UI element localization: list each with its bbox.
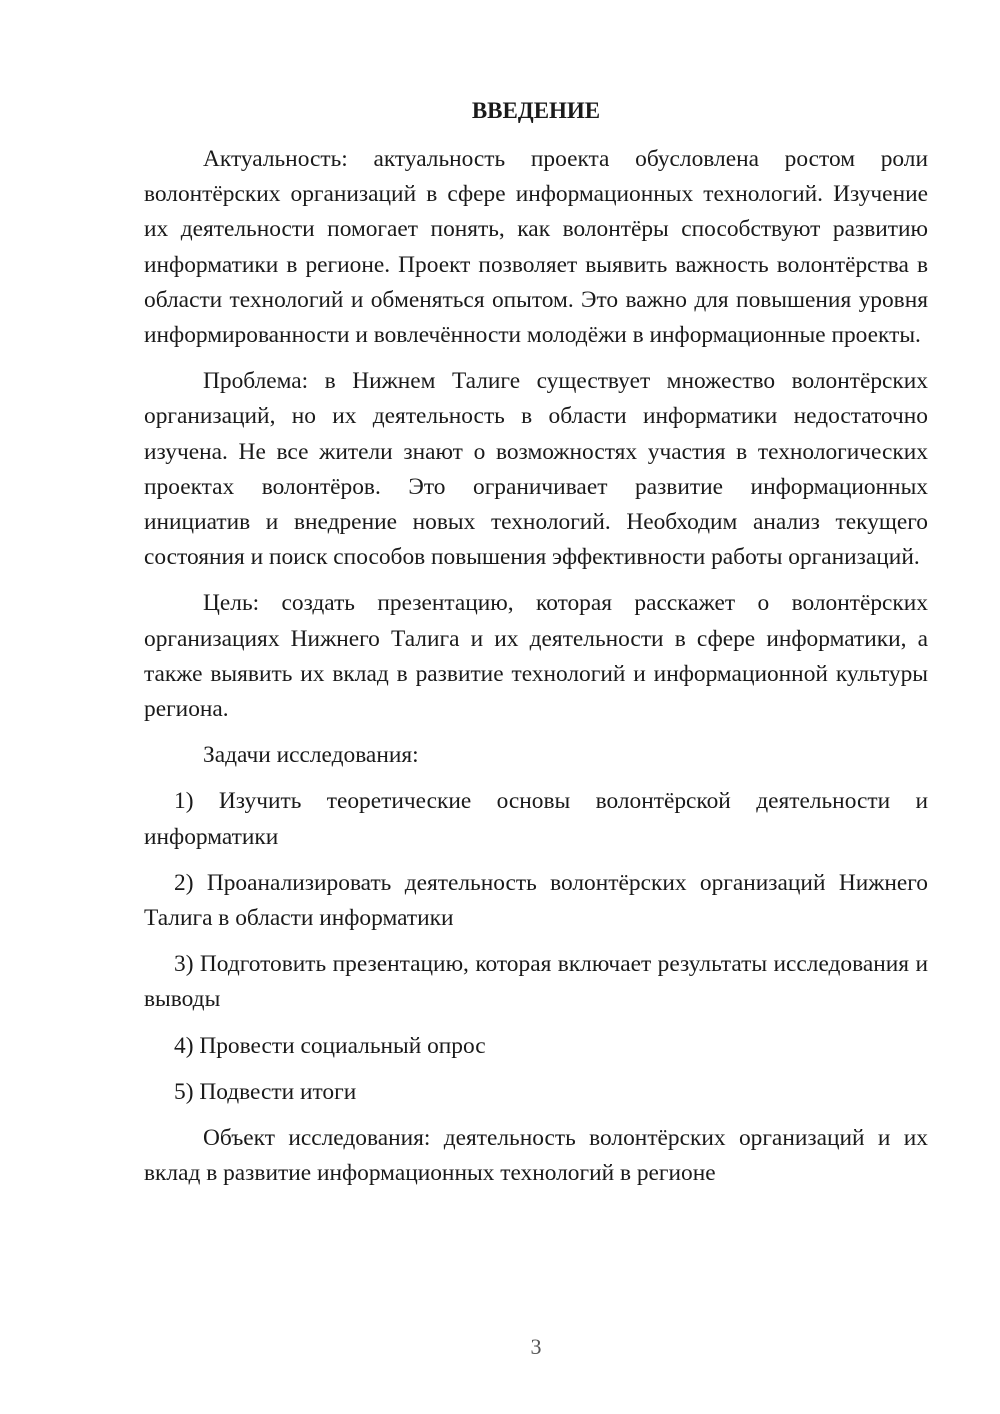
task-item: 2) Проанализировать деятельность волонтёрских организаций Нижнего Талига в области информатики (144, 869, 928, 932)
tasks-heading: Задачи исследования: (203, 742, 419, 769)
document-page (144, 0, 928, 1414)
page-number: 3 (530, 1334, 542, 1359)
goal-paragraph: Цель: создать презентацию, которая расскажет о волонтёрских организациях Нижнего Талига и их деятельности в сфере информатики, а также выявить их вклад в развитие технологий и информационной культуры региона. (144, 590, 928, 723)
object-paragraph: Объект исследования: деятельность волонтёрских организаций и их вклад в развитие информационных технологий в регионе (144, 1125, 928, 1187)
section-title: ВВЕДЕНИЕ (471, 98, 601, 123)
document-body (144, 142, 928, 1202)
relevance-paragraph: Актуальность: актуальность проекта обусловлена ростом роли волонтёрских организаций в сфере информационных технологий. Изучение их деятельности помогает понять, как волонтёры способствуют развитию информатики в регионе. Проект позволяет выявить важность волонтёрства в области технологий и обменяться опытом. Это важно для повышения уровня информированности и вовлечённости молодёжи в информационные проекты. (144, 146, 928, 349)
task-item: 4) Провести социальный опрос (174, 1032, 486, 1059)
task-item: 1) Изучить теоретические основы волонтёрской деятельности и информатики (144, 788, 928, 850)
problem-paragraph: Проблема: в Нижнем Талиге существует множество волонтёрских организаций, но их деятельность в области информатики недостаточно изучена. Не все жители знают о возможностях участия в технологических проектах волонтёров. Это ограничивает развитие информационных инициатив и внедрение новых технологий. Необходим анализ текущего состояния и поиск способов повышения эффективности работы организаций. (144, 368, 928, 571)
task-item: 3) Подготовить презентацию, которая включает результаты исследования и выводы (144, 951, 928, 1013)
task-item: 5) Подвести итоги (174, 1078, 357, 1105)
